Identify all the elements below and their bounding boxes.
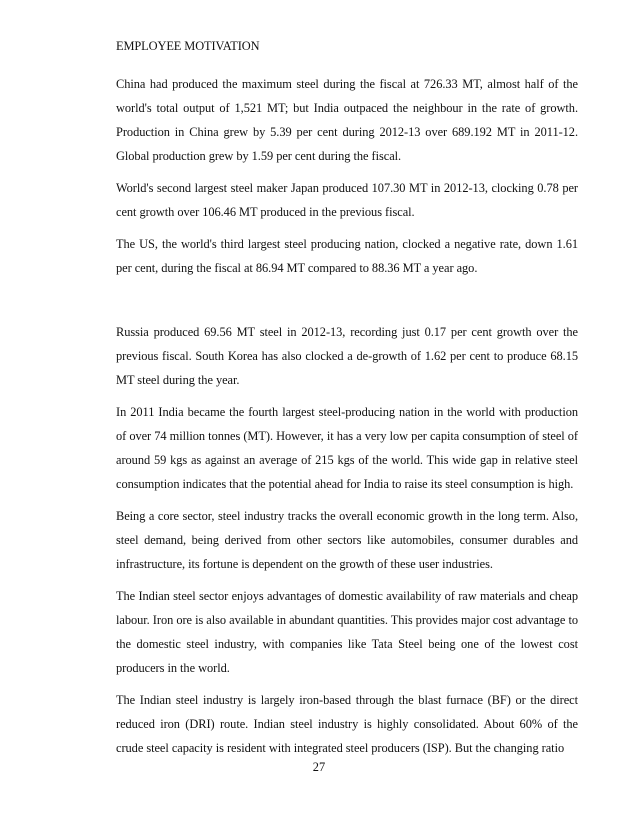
paragraph-russia-korea-production: Russia produced 69.56 MT steel in 2012-13, recording just 0.17 per cent growth over the previous fiscal. South Korea has also clocked a de-growth of 1.62 per cent to produce 68.15 MT steel during the year. [116,325,578,387]
paragraph-domestic-advantages: The Indian steel sector enjoys advantages of domestic availability of raw materials and cheap labour. Iron ore is also available in abundant quantities. This provides major cost advantage to the domestic steel industry, with companies like Tata Steel being one of the lowest cost producers in the world. [116,589,578,675]
page-number: 27 [312,760,326,774]
paragraph-japan-production: World's second largest steel maker Japan produced 107.30 MT in 2012-13, clocking 0.78 per cent growth over 106.46 MT produced in the previous fiscal. [116,181,578,219]
paragraph-india-ranking: In 2011 India became the fourth largest steel-producing nation in the world with production of over 74 million tonnes (MT). However, it has a very low per capita consumption of steel of around 59 kgs as against an average of 215 kgs of the world. This wide gap in relative steel consumption indicates that the potential ahead for India to raise its steel consumption is high. [116,405,578,491]
running-header: EMPLOYEE MOTIVATION [116,39,260,53]
paragraph-us-production: The US, the world's third largest steel producing nation, clocked a negative rate, down 1.61 per cent, during the fiscal at 86.94 MT compared to 88.36 MT a year ago. [116,237,578,275]
body-text [116,72,578,768]
paragraph-china-production: China had produced the maximum steel during the fiscal at 726.33 MT, almost half of the world's total output of 1,521 MT; but India outpaced the neighbour in the rate of growth. Production in China grew by 5.39 per cent during 2012-13 over 689.192 MT in 2011-12. Global production grew by 1.59 per cent during the fiscal. [116,77,578,163]
paragraph-iron-based-industry: The Indian steel industry is largely iron-based through the blast furnace (BF) or the direct reduced iron (DRI) route. Indian steel industry is highly consolidated. About 60% of the crude steel capacity is resident with integrated steel producers (ISP). But the changing ratio [116,693,578,755]
paragraph-core-sector: Being a core sector, steel industry tracks the overall economic growth in the long term. Also, steel demand, being derived from other sectors like automobiles, consumer durables and infrastructure, its fortune is dependent on the growth of these user industries. [116,509,578,571]
